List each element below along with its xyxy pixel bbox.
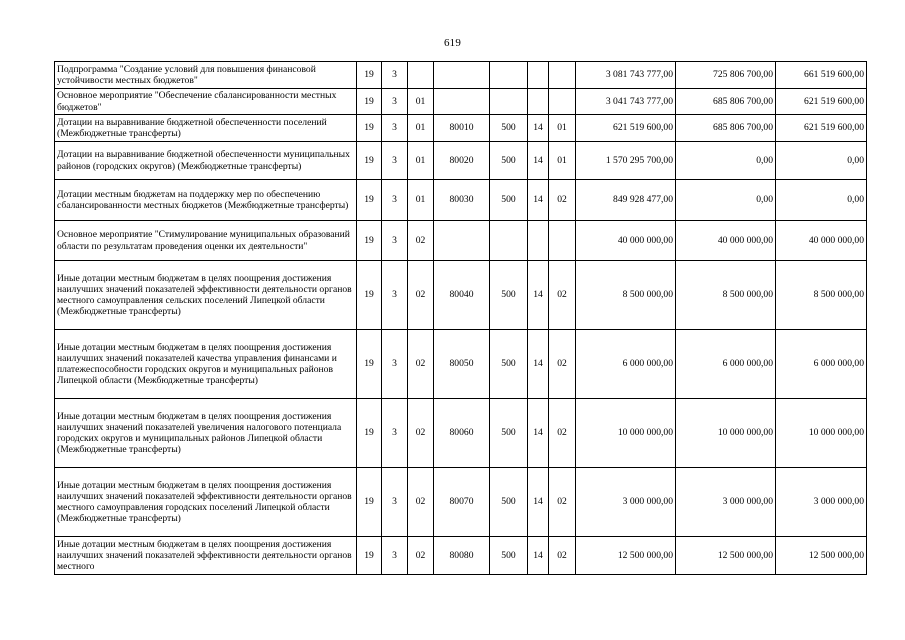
cell-measure-code: 02 <box>408 261 434 330</box>
table-row <box>55 399 867 468</box>
cell-section <box>528 89 549 115</box>
cell-section: 14 <box>528 261 549 330</box>
cell-amount-year2: 685 806 700,00 <box>676 115 776 142</box>
cell-measure-code: 01 <box>408 142 434 180</box>
cell-section: 14 <box>528 330 549 399</box>
cell-subsection <box>549 221 576 261</box>
cell-measure-code: 02 <box>408 399 434 468</box>
cell-amount-year2: 0,00 <box>676 180 776 221</box>
cell-expense-type: 500 <box>490 330 528 399</box>
cell-amount-year1: 10 000 000,00 <box>576 399 676 468</box>
cell-subprogram-code: 3 <box>382 330 408 399</box>
cell-expense-type: 500 <box>490 115 528 142</box>
cell-expense-direction: 80080 <box>434 537 490 575</box>
cell-amount-year2: 12 500 000,00 <box>676 537 776 575</box>
cell-expense-type: 500 <box>490 468 528 537</box>
cell-subsection <box>549 62 576 89</box>
cell-description: Иные дотации местным бюджетам в целях поощрения достижения наилучших значений показателей качества управления финансами и платежеспособности городских округов и муниципальных районов Липецкой области (Межбюджетные трансферты) <box>55 330 357 399</box>
cell-program-code: 19 <box>357 142 382 180</box>
cell-program-code: 19 <box>357 399 382 468</box>
cell-section <box>528 62 549 89</box>
cell-amount-year1: 3 041 743 777,00 <box>576 89 676 115</box>
cell-expense-direction: 80030 <box>434 180 490 221</box>
cell-subsection <box>549 89 576 115</box>
cell-expense-direction: 80060 <box>434 399 490 468</box>
cell-expense-direction <box>434 89 490 115</box>
cell-expense-direction: 80040 <box>434 261 490 330</box>
cell-subprogram-code: 3 <box>382 89 408 115</box>
cell-description: Основное мероприятие "Обеспечение сбалансированности местных бюджетов" <box>55 89 357 115</box>
cell-subprogram-code: 3 <box>382 180 408 221</box>
cell-section: 14 <box>528 399 549 468</box>
cell-measure-code: 01 <box>408 89 434 115</box>
cell-amount-year2: 8 500 000,00 <box>676 261 776 330</box>
cell-amount-year2: 40 000 000,00 <box>676 221 776 261</box>
cell-subprogram-code: 3 <box>382 468 408 537</box>
cell-amount-year3: 621 519 600,00 <box>776 89 867 115</box>
cell-section: 14 <box>528 180 549 221</box>
cell-amount-year2: 3 000 000,00 <box>676 468 776 537</box>
cell-subsection: 02 <box>549 180 576 221</box>
cell-amount-year1: 849 928 477,00 <box>576 180 676 221</box>
cell-amount-year2: 10 000 000,00 <box>676 399 776 468</box>
cell-subsection: 02 <box>549 261 576 330</box>
cell-subsection: 02 <box>549 330 576 399</box>
table-row <box>55 261 867 330</box>
cell-description: Иные дотации местным бюджетам в целях поощрения достижения наилучших значений показателей эффективности деятельности органов местного <box>55 537 357 575</box>
cell-expense-type: 500 <box>490 142 528 180</box>
cell-description: Дотации на выравнивание бюджетной обеспеченности муниципальных районов (городских округов) (Межбюджетные трансферты) <box>55 142 357 180</box>
cell-program-code: 19 <box>357 221 382 261</box>
cell-description: Иные дотации местным бюджетам в целях поощрения достижения наилучших значений показателей эффективности деятельности органов местного самоуправления городских поселений Липецкой области (Межбюджетные трансферты) <box>55 468 357 537</box>
cell-expense-type <box>490 221 528 261</box>
cell-expense-direction: 80020 <box>434 142 490 180</box>
cell-subprogram-code: 3 <box>382 115 408 142</box>
budget-table <box>54 61 867 575</box>
cell-subsection: 01 <box>549 142 576 180</box>
cell-section: 14 <box>528 142 549 180</box>
table-row <box>55 180 867 221</box>
cell-amount-year2: 685 806 700,00 <box>676 89 776 115</box>
cell-program-code: 19 <box>357 261 382 330</box>
table-row <box>55 468 867 537</box>
cell-amount-year3: 40 000 000,00 <box>776 221 867 261</box>
cell-amount-year2: 0,00 <box>676 142 776 180</box>
cell-amount-year3: 0,00 <box>776 180 867 221</box>
cell-description: Дотации местным бюджетам на поддержку мер по обеспечению сбалансированности местных бюджетов (Межбюджетные трансферты) <box>55 180 357 221</box>
cell-section: 14 <box>528 537 549 575</box>
cell-amount-year1: 3 000 000,00 <box>576 468 676 537</box>
table-row <box>55 221 867 261</box>
cell-amount-year1: 8 500 000,00 <box>576 261 676 330</box>
cell-expense-type: 500 <box>490 180 528 221</box>
cell-subsection: 02 <box>549 399 576 468</box>
cell-subprogram-code: 3 <box>382 261 408 330</box>
cell-amount-year1: 12 500 000,00 <box>576 537 676 575</box>
cell-subsection: 02 <box>549 537 576 575</box>
cell-description: Основное мероприятие "Стимулирование муниципальных образований области по результатам проведения оценки их деятельности" <box>55 221 357 261</box>
cell-measure-code: 01 <box>408 180 434 221</box>
cell-measure-code: 02 <box>408 537 434 575</box>
cell-program-code: 19 <box>357 89 382 115</box>
cell-measure-code: 01 <box>408 115 434 142</box>
cell-expense-type: 500 <box>490 261 528 330</box>
cell-amount-year3: 621 519 600,00 <box>776 115 867 142</box>
cell-expense-direction: 80070 <box>434 468 490 537</box>
page-number: 619 <box>443 37 462 49</box>
cell-subprogram-code: 3 <box>382 537 408 575</box>
cell-program-code: 19 <box>357 180 382 221</box>
cell-subprogram-code: 3 <box>382 62 408 89</box>
cell-amount-year2: 6 000 000,00 <box>676 330 776 399</box>
cell-amount-year2: 725 806 700,00 <box>676 62 776 89</box>
table-row <box>55 62 867 89</box>
cell-expense-type <box>490 89 528 115</box>
cell-description: Дотации на выравнивание бюджетной обеспеченности поселений (Межбюджетные трансферты) <box>55 115 357 142</box>
table-row <box>55 115 867 142</box>
cell-amount-year3: 12 500 000,00 <box>776 537 867 575</box>
cell-subsection: 01 <box>549 115 576 142</box>
cell-program-code: 19 <box>357 468 382 537</box>
cell-description: Иные дотации местным бюджетам в целях поощрения достижения наилучших значений показателей увеличения налогового потенциала городских округов и муниципальных районов Липецкой области (Межбюджетные трансферты) <box>55 399 357 468</box>
cell-expense-direction: 80050 <box>434 330 490 399</box>
cell-measure-code: 02 <box>408 221 434 261</box>
cell-description: Иные дотации местным бюджетам в целях поощрения достижения наилучших значений показателей эффективности деятельности органов местного самоуправления сельских поселений Липецкой области (Межбюджетные трансферты) <box>55 261 357 330</box>
cell-expense-type: 500 <box>490 399 528 468</box>
table-row <box>55 330 867 399</box>
cell-section: 14 <box>528 468 549 537</box>
cell-expense-type: 500 <box>490 537 528 575</box>
cell-program-code: 19 <box>357 330 382 399</box>
cell-description: Подпрограмма "Создание условий для повышения финансовой устойчивости местных бюджетов" <box>55 62 357 89</box>
table-row <box>55 89 867 115</box>
cell-subprogram-code: 3 <box>382 142 408 180</box>
cell-subprogram-code: 3 <box>382 399 408 468</box>
cell-amount-year3: 6 000 000,00 <box>776 330 867 399</box>
cell-amount-year1: 1 570 295 700,00 <box>576 142 676 180</box>
cell-amount-year3: 661 519 600,00 <box>776 62 867 89</box>
cell-section: 14 <box>528 115 549 142</box>
cell-amount-year1: 621 519 600,00 <box>576 115 676 142</box>
cell-amount-year3: 3 000 000,00 <box>776 468 867 537</box>
cell-subprogram-code: 3 <box>382 221 408 261</box>
cell-expense-direction: 80010 <box>434 115 490 142</box>
cell-program-code: 19 <box>357 115 382 142</box>
cell-amount-year1: 40 000 000,00 <box>576 221 676 261</box>
cell-amount-year1: 6 000 000,00 <box>576 330 676 399</box>
cell-expense-direction <box>434 221 490 261</box>
cell-amount-year3: 0,00 <box>776 142 867 180</box>
cell-program-code: 19 <box>357 62 382 89</box>
cell-measure-code: 02 <box>408 468 434 537</box>
table-body <box>55 62 867 575</box>
cell-amount-year3: 10 000 000,00 <box>776 399 867 468</box>
cell-expense-type <box>490 62 528 89</box>
cell-subsection: 02 <box>549 468 576 537</box>
cell-expense-direction <box>434 62 490 89</box>
cell-section <box>528 221 549 261</box>
table-row <box>55 537 867 575</box>
cell-amount-year1: 3 081 743 777,00 <box>576 62 676 89</box>
cell-measure-code: 02 <box>408 330 434 399</box>
cell-program-code: 19 <box>357 537 382 575</box>
cell-amount-year3: 8 500 000,00 <box>776 261 867 330</box>
table-row <box>55 142 867 180</box>
cell-measure-code <box>408 62 434 89</box>
